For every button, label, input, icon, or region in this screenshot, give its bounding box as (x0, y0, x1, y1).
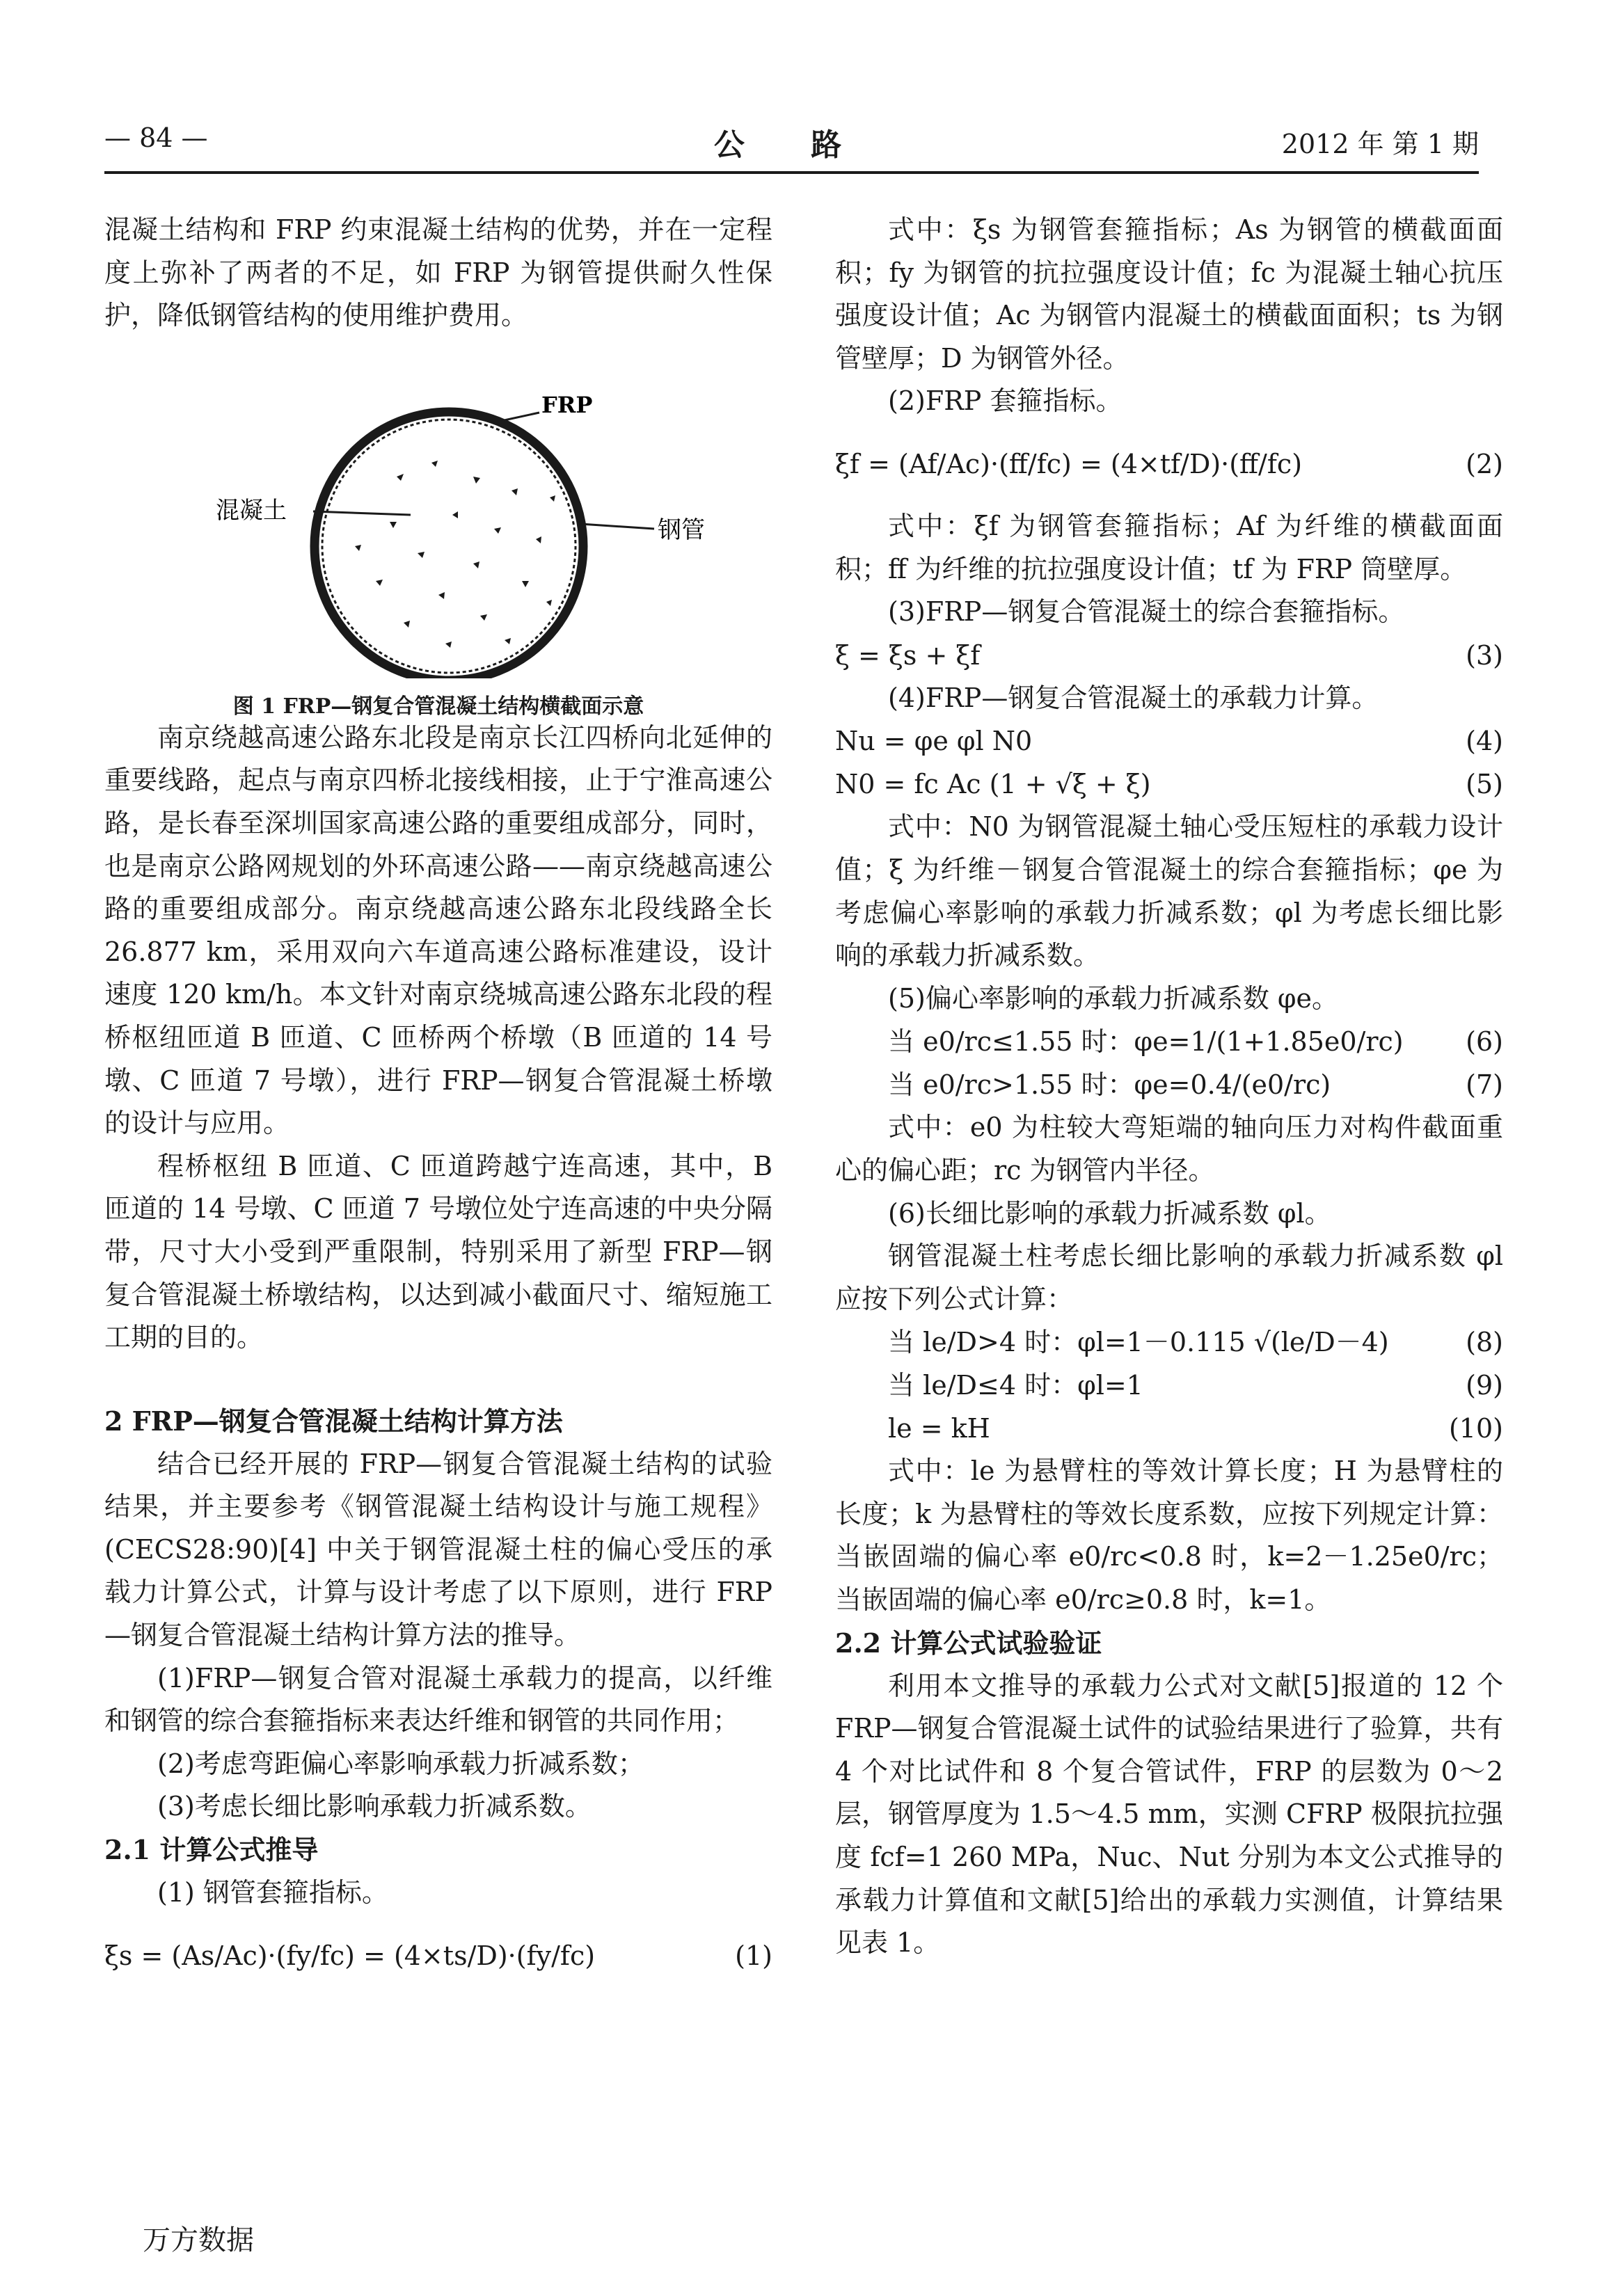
equation-1-number: (1) (735, 1940, 772, 1971)
equation-5-body: N0 = fc Ac (1 + √ξ + ξ) (835, 769, 1151, 800)
equation-2-body: ξf = (Af/Ac)·(ff/fc) = (4×tf/D)·(ff/fc) (835, 448, 1303, 479)
equation-5 (835, 763, 1503, 806)
page-number: — 84 — (104, 122, 208, 153)
equation-7-number: (7) (1466, 1069, 1503, 1101)
sub-item-2: (2)FRP 套箍指标。 (888, 385, 1123, 417)
equation-10-body: le = kH (888, 1413, 990, 1444)
figure-caption: 图 1 FRP—钢复合管混凝土结构横截面示意 (232, 694, 644, 719)
section-2-1-heading: 2.1 计算公式推导 (104, 1834, 319, 1866)
page-header (104, 117, 1479, 163)
section-2-2-heading: 2.2 计算公式试验验证 (835, 1627, 1102, 1659)
equation-7-body: 当 e0/rc>1.55 时：φe=0.4/(e0/rc) (888, 1069, 1331, 1101)
label-frp: FRP (541, 391, 593, 418)
figure-1 (104, 372, 772, 717)
principle-item-1: (1)FRP—钢复合管对混凝土承载力的提高，以纤维和钢管的综合套箍指标来表达纤维和钢管的共同作用； (104, 1662, 772, 1737)
equation-3-number: (3) (1466, 639, 1503, 671)
equation-9 (835, 1364, 1503, 1407)
equation-6-body: 当 e0/rc≤1.55 时：φe=1/(1+1.85e0/rc) (888, 1026, 1404, 1058)
eq2-definition: 式中：ξf 为钢管套箍指标；Af 为纤维的横截面面积；ff 为纤维的抗拉强度设计值；tf 为 FRP 筒壁厚。 (835, 510, 1503, 584)
header-rule (104, 171, 1479, 174)
equation-4-number: (4) (1466, 726, 1503, 757)
chengqiao-paragraph: 程桥枢纽 B 匝道、C 匝道跨越宁连高速，其中，B 匝道的 14 号墩、C 匝道 7 号墩位处宁连高速的中央分隔带，尺寸大小受到严重限制，特别采用了新型 FRP—钢复合管混凝土桥墩结构，以达到减小截面尺寸、缩短施工工期的目的。 (104, 1150, 773, 1353)
sub-item-4: (4)FRP—钢复合管混凝土的承载力计算。 (888, 682, 1379, 713)
equation-10 (835, 1407, 1503, 1450)
issue-info: 2012 年 第 1 期 (1281, 129, 1479, 159)
equation-4 (835, 719, 1503, 763)
steel-tube-ring (315, 412, 583, 678)
intro-paragraph: 混凝土结构和 FRP 约束混凝土结构的优势，并在一定程度上弥补了两者的不足，如 FRP 为钢管提供耐久性保护，降低钢管结构的使用维护费用。 (104, 214, 772, 331)
equation-9-number: (9) (1466, 1370, 1503, 1401)
aggregate-particles (355, 461, 555, 648)
eq1-definition: 式中：ξs 为钢管套箍指标；As 为钢管的横截面面积；fy 为钢管的抗拉强度设计值；fc 为混凝土轴心抗压强度设计值；Ac 为钢管内混凝土的横截面面积；ts 为钢管壁厚；D 为钢管外径。 (835, 214, 1503, 374)
phil-paragraph: 钢管混凝土柱考虑长细比影响的承载力折减系数 φl 应按下列公式计算： (835, 1241, 1503, 1314)
equation-4-body: Nu = φe φl N0 (835, 726, 1033, 757)
journal-name: 公 路 (713, 127, 870, 163)
label-concrete: 混凝土 (216, 496, 287, 525)
equation-3-body: ξ = ξs + ξf (835, 639, 981, 671)
equation-2 (835, 423, 1503, 505)
equation-2-number: (2) (1466, 448, 1503, 479)
cross-section-diagram (104, 372, 772, 678)
equation-3 (835, 634, 1503, 677)
section-2-heading: 2 FRP—钢复合管混凝土结构计算方法 (104, 1405, 563, 1437)
equation-8-number: (8) (1466, 1327, 1503, 1358)
sub-item-5: (5)偏心率影响的承载力折减系数 φe。 (888, 982, 1339, 1014)
footer-watermark: 万方数据 (143, 2224, 254, 2256)
section-2-2-paragraph: 利用本文推导的承载力公式对文献[5]报道的 12 个 FRP—钢复合管混凝土试件的试验结果进行了验算，共有 4 个对比试件和 8 个复合管试件，FRP 的层数为 0～2 层，钢管厚度为 1.5～4.5 mm，实测 CFRP 极限抗拉强度 fcf=1 260 MPa，Nuc、Nut 分别为本文公式推导的承载力计算值和文献[5]给出的承载力实测值，计算结果见表 1。 (835, 1670, 1503, 1959)
principle-item-2: (2)考虑弯距偏心率影响承载力折减系数； (157, 1748, 644, 1779)
equation-9-body: 当 le/D≤4 时：φl=1 (888, 1370, 1143, 1401)
left-column (104, 209, 772, 1997)
eq5-definition: 式中：N0 为钢管混凝土轴心受压短柱的承载力设计值；ξ 为纤维－钢复合管混凝土的综合套箍指标；φe 为考虑偏心率影响的承载力折减系数；φl 为考虑长细比影响的承载力折减系数。 (835, 811, 1503, 971)
eq10-definition: 式中：le 为悬臂柱的等效计算长度；H 为悬臂柱的长度；k 为悬臂柱的等效长度系数，应按下列规定计算：当嵌固端的偏心率 e0/rc<0.8 时，k=2－1.25e0/rc；当嵌固端的偏心率 e0/rc≥0.8 时，k=1。 (835, 1456, 1503, 1616)
equation-8 (835, 1321, 1503, 1364)
nanjing-paragraph: 南京绕越高速公路东北段是南京长江四桥向北延伸的重要线路，起点与南京四桥北接线相接，止于宁淮高速公路，是长春至深圳国家高速公路的重要组成部分，同时，也是南京公路网规划的外环高速公路——南京绕越高速公路的重要组成部分。南京绕越高速公路东北段线路全长 26.877 km，采用双向六车道高速公路标准建设，设计速度 120 km/h。本文针对南京绕城高速公路东北段的程桥枢纽匝道 B 匝道、C 匝桥两个桥墩（B 匝道的 14 号墩、C 匝道 7 号墩），进行 FRP—钢复合管混凝土桥墩的设计与应用。 (104, 722, 772, 1139)
equation-10-number: (10) (1448, 1413, 1503, 1444)
equation-1 (104, 1915, 772, 1997)
section-2-paragraph: 结合已经开展的 FRP—钢复合管混凝土结构的试验结果，并主要参考《钢管混凝土结构设计与施工规程》(CECS28:90)[4] 中关于钢管混凝土柱的偏心受压的承载力计算公式，计算与设计考虑了以下原则，进行 FRP—钢复合管混凝土结构计算方法的推导。 (104, 1448, 772, 1651)
right-column (835, 209, 1503, 1965)
equation-8-body: 当 le/D>4 时：φl=1－0.115 √(le/D－4) (888, 1327, 1389, 1358)
equation-7 (835, 1063, 1503, 1106)
sub-item-3: (3)FRP—钢复合管混凝土的综合套箍指标。 (888, 596, 1405, 628)
principle-item-3: (3)考虑长细比影响承载力折减系数。 (157, 1791, 592, 1822)
equation-6-number: (6) (1466, 1026, 1503, 1058)
sub-item-6: (6)长细比影响的承载力折减系数 φl。 (888, 1197, 1331, 1229)
sub-item-1: (1) 钢管套箍指标。 (157, 1877, 388, 1908)
equation-5-number: (5) (1466, 769, 1503, 800)
label-steel: 钢管 (658, 516, 705, 544)
eq7-definition: 式中：e0 为柱较大弯矩端的轴向压力对构件截面重心的偏心距；rc 为钢管内半径。 (835, 1112, 1503, 1186)
equation-1-body: ξs = (As/Ac)·(fy/fc) = (4×ts/D)·(fy/fc) (104, 1940, 596, 1971)
equation-6 (835, 1020, 1503, 1063)
